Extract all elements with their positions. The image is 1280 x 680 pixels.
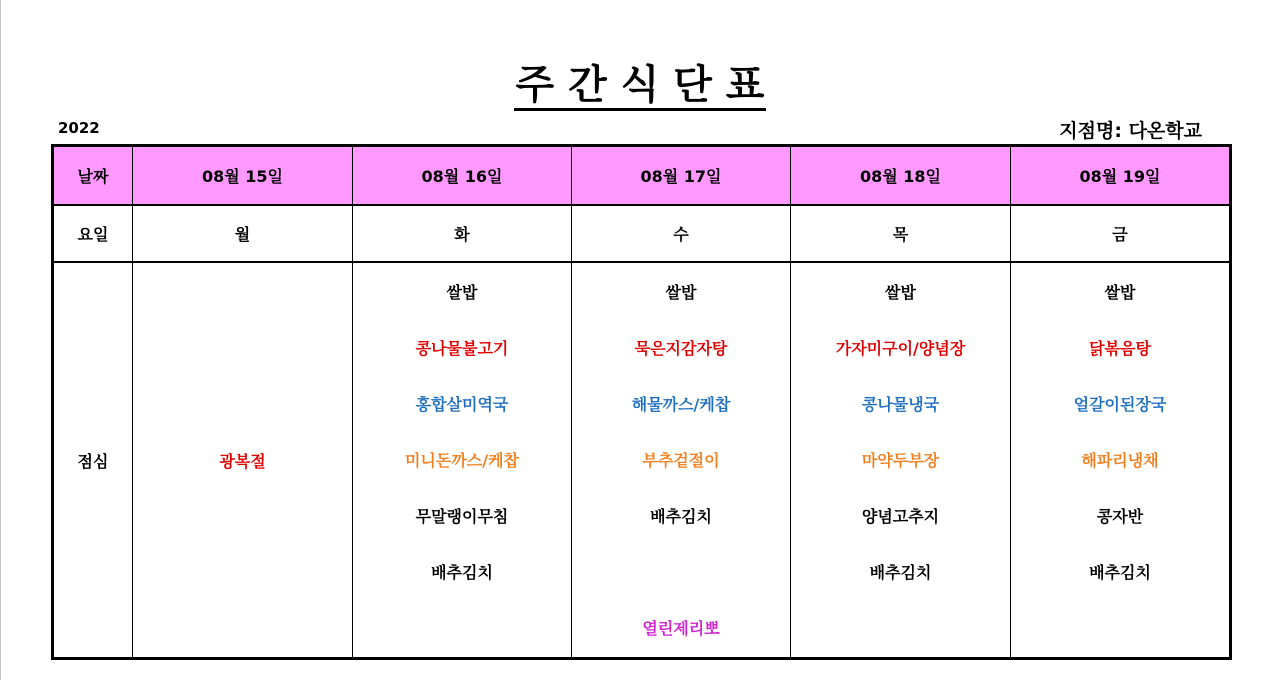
weekday-row [53,205,1231,262]
weekly-menu-table [51,144,1232,660]
menu-item: 콩나물냉국 [861,395,940,414]
menu-item: 쌀밥 [885,283,916,302]
menu-item: 무말랭이무침 [415,507,509,526]
menu-item: 양념고추지 [861,507,940,526]
date-cell-mon: 08월 15일 [133,146,353,206]
menu-item [572,545,790,601]
weekday-cell-mon: 월 [133,205,353,262]
menu-item: 해파리냉채 [1081,451,1159,470]
date-row [53,146,1231,206]
branch-label: 지점명: 다온학교 [1059,120,1202,142]
lunch-cell-mon [133,262,353,659]
lunch-cell-wed [572,262,791,659]
menu-item: 해물까스/케찹 [631,395,731,414]
holiday-label: 광복절 [219,451,266,471]
menu-item: 부추겉절이 [642,451,720,470]
date-cell-tue: 08월 16일 [353,146,572,206]
menu-item: 쌀밥 [665,283,697,302]
lunch-cell-thu [791,262,1011,659]
menu-item: 콩자반 [1096,507,1144,526]
date-cell-wed: 08월 17일 [572,146,791,206]
menu-item: 배추김치 [1089,563,1151,582]
lunch-cell-fri [1011,262,1231,659]
weekday-row-label: 요일 [53,205,133,262]
lunch-row-label: 점심 [53,262,133,659]
menu-item: 홍합살미역국 [415,395,509,414]
menu-item: 배추김치 [869,563,932,582]
menu-item: 배추김치 [650,507,712,526]
menu-item: 열린제리뽀 [642,619,720,638]
date-cell-thu: 08월 18일 [791,146,1011,206]
menu-item: 배추김치 [431,563,493,582]
weekday-cell-fri: 금 [1011,205,1231,262]
menu-item: 쌀밥 [1104,283,1136,302]
menu-item: 콩나물불고기 [415,339,509,358]
page-title: 주 간 식 단 표 [514,62,767,111]
year-label: 2022 [58,119,100,137]
weekday-cell-wed: 수 [572,205,791,262]
weekday-cell-thu: 목 [791,205,1011,262]
lunch-cell-tue [353,262,572,659]
menu-item: 가자미구이/양념장 [835,339,966,358]
menu-item: 미니돈까스/케찹 [404,451,520,470]
menu-item: 묵은지감자탕 [634,339,728,358]
menu-item: 쌀밥 [446,283,478,302]
date-row-label: 날짜 [53,146,133,206]
weekday-cell-tue: 화 [353,205,572,262]
lunch-row [53,262,1231,659]
menu-item: 마약두부장 [861,451,940,470]
date-cell-fri: 08월 19일 [1011,146,1231,206]
menu-item: 닭볶음탕 [1089,339,1151,358]
title-wrap [0,62,1280,111]
menu-item: 얼갈이된장국 [1073,395,1167,414]
